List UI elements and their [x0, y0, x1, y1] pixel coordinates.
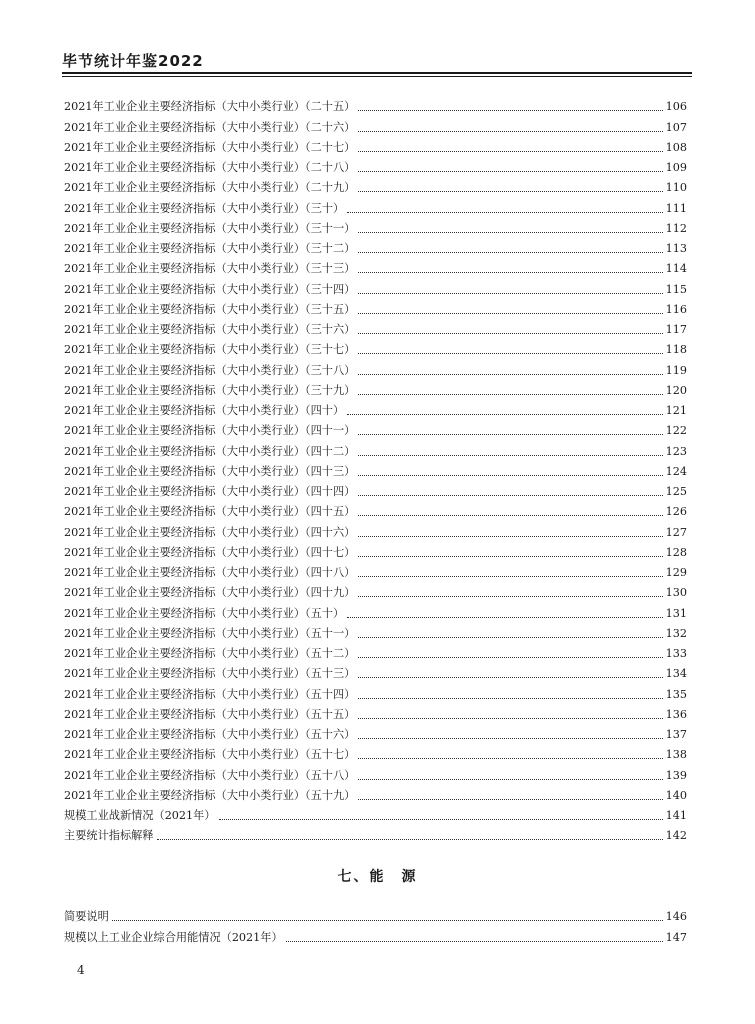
toc-entry-title: 2021年工业企业主要经济指标（大中小类行业）（五十九） [64, 788, 356, 802]
toc-dot-leader [358, 312, 662, 314]
toc-entry-title: 2021年工业企业主要经济指标（大中小类行业）（三十九） [64, 383, 356, 397]
toc-entry[interactable] [64, 317, 687, 337]
toc-dot-leader [358, 373, 662, 375]
toc-entry-page: 141 [665, 809, 687, 822]
toc-entry-title: 规模工业战新情况（2021年） [64, 809, 216, 822]
toc-dot-leader [358, 555, 662, 557]
toc-entry-page: 137 [665, 728, 687, 741]
toc-dot-leader [358, 778, 662, 780]
toc-entry-title: 2021年工业企业主要经济指标（大中小类行业）（五十七） [64, 748, 356, 762]
toc-entry-title: 2021年工业企业主要经济指标（大中小类行业）（四十八） [64, 566, 356, 579]
toc-dot-leader [347, 211, 662, 213]
toc-entry-page: 112 [665, 221, 687, 235]
toc-entry-title: 2021年工业企业主要经济指标（大中小类行业）（三十八） [64, 363, 356, 377]
toc-dot-leader [347, 413, 662, 415]
toc-dot-leader [358, 636, 662, 638]
toc-entry-title: 2021年工业企业主要经济指标（大中小类行业）（二十五） [64, 100, 356, 114]
toc-entry[interactable] [64, 560, 687, 580]
toc-dot-leader [358, 535, 662, 537]
toc-dot-leader [358, 292, 662, 294]
toc-entry[interactable] [64, 155, 687, 175]
toc-entry[interactable] [64, 459, 687, 479]
toc-entry[interactable] [64, 236, 687, 256]
toc-entry-title: 2021年工业企业主要经济指标（大中小类行业）（四十六） [64, 525, 356, 539]
toc-dot-leader [358, 757, 662, 759]
toc-dot-leader [358, 332, 662, 334]
toc-entry[interactable] [64, 803, 687, 823]
toc-entry-page: 129 [665, 566, 687, 579]
toc-entry-page: 116 [665, 302, 687, 316]
toc-entry-title: 规模以上工业企业综合用能情况（2021年） [64, 930, 283, 944]
toc-entry-title: 2021年工业企业主要经济指标（大中小类行业）（四十一） [64, 424, 356, 438]
toc-dot-leader [358, 676, 662, 678]
toc-list-energy [64, 904, 687, 945]
yearbook-title: 毕节统计年鉴2022 [62, 52, 204, 70]
toc-entry-page: 109 [665, 161, 687, 174]
toc-entry[interactable] [64, 600, 687, 620]
toc-entry-title: 2021年工业企业主要经济指标（大中小类行业）（四十五） [64, 505, 356, 519]
toc-entry-title: 2021年工业企业主要经济指标（大中小类行业）（五十） [64, 606, 345, 620]
toc-entry-page: 128 [665, 545, 687, 559]
toc-entry-title: 2021年工业企业主要经济指标（大中小类行业）（四十三） [64, 464, 356, 478]
toc-entry-title: 2021年工业企业主要经济指标（大中小类行业）（三十五） [64, 302, 356, 316]
toc-entry-page: 107 [665, 120, 687, 134]
toc-entry[interactable] [64, 216, 687, 236]
toc-dot-leader [358, 190, 662, 192]
toc-entry-page: 140 [665, 788, 687, 802]
toc-entry-title: 简要说明 [64, 910, 109, 924]
toc-dot-leader [358, 454, 662, 456]
toc-entry[interactable] [64, 924, 687, 944]
toc-entry-title: 2021年工业企业主要经济指标（大中小类行业）（二十八） [64, 161, 356, 174]
toc-entry-page: 147 [665, 930, 687, 944]
toc-entry[interactable] [64, 661, 687, 681]
toc-entry[interactable] [64, 702, 687, 722]
toc-entry[interactable] [64, 783, 687, 803]
toc-entry-title: 2021年工业企业主要经济指标（大中小类行业）（五十八） [64, 768, 356, 782]
toc-entry[interactable] [64, 540, 687, 560]
toc-entry-title: 2021年工业企业主要经济指标（大中小类行业）（五十五） [64, 707, 356, 721]
toc-entry-page: 130 [665, 586, 687, 600]
toc-dot-leader [358, 595, 662, 597]
toc-dot-leader [358, 575, 662, 577]
toc-dot-leader [358, 656, 662, 658]
toc-entry[interactable] [64, 135, 687, 155]
toc-dot-leader [358, 170, 662, 172]
toc-entry-page: 142 [665, 829, 687, 843]
toc-entry-page: 117 [665, 323, 687, 336]
toc-entry-title: 2021年工业企业主要经济指标（大中小类行业）（三十三） [64, 262, 356, 276]
running-header [62, 51, 692, 71]
toc-entry[interactable] [64, 722, 687, 742]
section-heading-energy: 七、能 源 [337, 869, 418, 885]
toc-entry-title: 2021年工业企业主要经济指标（大中小类行业）（二十七） [64, 140, 356, 154]
toc-entry-page: 113 [665, 242, 687, 255]
toc-entry[interactable] [64, 479, 687, 499]
toc-entry[interactable] [64, 438, 687, 458]
toc-dot-leader [358, 697, 662, 699]
toc-dot-leader [358, 474, 662, 476]
toc-entry[interactable] [64, 904, 687, 924]
toc-entry-page: 126 [665, 505, 687, 519]
toc-entry[interactable] [64, 398, 687, 418]
toc-entry[interactable] [64, 256, 687, 276]
toc-entry[interactable] [64, 276, 687, 296]
toc-entry-title: 2021年工业企业主要经济指标（大中小类行业）（三十一） [64, 221, 356, 235]
toc-dot-leader [358, 251, 662, 253]
toc-entry-title: 2021年工业企业主要经济指标（大中小类行业）（五十一） [64, 626, 356, 640]
toc-entry-page: 121 [665, 404, 687, 417]
toc-entry-page: 134 [665, 667, 687, 681]
toc-entry-page: 119 [665, 363, 687, 377]
toc-entry-page: 123 [665, 444, 687, 458]
toc-entry-page: 110 [665, 181, 687, 195]
toc-entry[interactable] [64, 175, 687, 195]
toc-entry[interactable] [64, 621, 687, 641]
toc-dot-leader [219, 818, 663, 820]
toc-entry[interactable] [64, 681, 687, 701]
toc-dot-leader [358, 150, 662, 152]
toc-dot-leader [358, 231, 662, 233]
toc-list-industry [64, 94, 687, 843]
toc-entry[interactable] [64, 762, 687, 782]
toc-entry[interactable] [64, 519, 687, 539]
toc-entry-page: 138 [665, 748, 687, 762]
toc-dot-leader [157, 838, 663, 840]
toc-entry-page: 131 [665, 606, 687, 620]
toc-entry-page: 120 [665, 383, 687, 397]
toc-entry-title: 2021年工业企业主要经济指标（大中小类行业）（五十六） [64, 728, 356, 741]
toc-entry-page: 124 [665, 464, 687, 478]
toc-dot-leader [358, 271, 662, 273]
toc-entry-page: 135 [665, 687, 687, 701]
toc-entry[interactable] [64, 499, 687, 519]
toc-dot-leader [358, 514, 662, 516]
toc-entry-title: 2021年工业企业主要经济指标（大中小类行业）（四十四） [64, 485, 356, 498]
toc-entry-page: 132 [665, 626, 687, 640]
toc-entry-title: 2021年工业企业主要经济指标（大中小类行业）（二十六） [64, 120, 356, 134]
toc-entry[interactable] [64, 378, 687, 398]
toc-entry-title: 2021年工业企业主要经济指标（大中小类行业）（四十九） [64, 586, 356, 600]
toc-dot-leader [358, 393, 662, 395]
toc-dot-leader [347, 616, 662, 618]
toc-entry-title: 2021年工业企业主要经济指标（大中小类行业）（四十二） [64, 444, 356, 458]
toc-dot-leader [358, 494, 662, 496]
toc-entry-page: 146 [665, 910, 687, 924]
toc-entry-page: 114 [665, 262, 687, 276]
toc-entry-page: 108 [665, 140, 687, 154]
toc-entry-title: 2021年工业企业主要经济指标（大中小类行业）（三十二） [64, 242, 356, 255]
toc-entry[interactable] [64, 114, 687, 134]
toc-entry-title: 主要统计指标解释 [64, 829, 154, 843]
toc-entry-page: 139 [665, 768, 687, 782]
toc-dot-leader [358, 717, 662, 719]
toc-entry[interactable] [64, 297, 687, 317]
toc-dot-leader [358, 737, 662, 739]
toc-entry-title: 2021年工业企业主要经济指标（大中小类行业）（四十） [64, 404, 345, 417]
toc-entry-page: 111 [665, 201, 687, 215]
toc-dot-leader [358, 130, 662, 132]
toc-entry[interactable] [64, 195, 687, 215]
toc-entry-page: 106 [665, 100, 687, 114]
toc-entry-title: 2021年工业企业主要经济指标（大中小类行业）（四十七） [64, 545, 356, 559]
toc-entry-title: 2021年工业企业主要经济指标（大中小类行业）（三十） [64, 201, 345, 215]
page-number: 4 [77, 963, 85, 977]
toc-entry[interactable] [64, 418, 687, 438]
toc-dot-leader [358, 109, 662, 111]
toc-entry-page: 122 [665, 424, 687, 438]
toc-dot-leader [358, 798, 662, 800]
header-rule-thin [62, 76, 692, 77]
toc-entry[interactable] [64, 742, 687, 762]
toc-entry-page: 127 [665, 525, 687, 539]
toc-entry-title: 2021年工业企业主要经济指标（大中小类行业）（三十六） [64, 323, 356, 336]
toc-entry-page: 133 [665, 647, 687, 660]
toc-entry-title: 2021年工业企业主要经济指标（大中小类行业）（五十四） [64, 687, 356, 701]
toc-entry[interactable] [64, 94, 687, 114]
toc-dot-leader [286, 940, 663, 942]
toc-entry-page: 125 [665, 485, 687, 498]
toc-entry-page: 115 [665, 282, 687, 296]
toc-dot-leader [112, 919, 663, 921]
toc-entry-title: 2021年工业企业主要经济指标（大中小类行业）（五十三） [64, 667, 356, 681]
toc-entry-title: 2021年工业企业主要经济指标（大中小类行业）（五十二） [64, 647, 356, 660]
toc-entry-title: 2021年工业企业主要经济指标（大中小类行业）（二十九） [64, 181, 356, 195]
toc-entry[interactable] [64, 357, 687, 377]
toc-entry-page: 118 [665, 343, 687, 357]
toc-entry-page: 136 [665, 707, 687, 721]
toc-entry[interactable] [64, 580, 687, 600]
toc-entry-title: 2021年工业企业主要经济指标（大中小类行业）（三十七） [64, 343, 356, 357]
toc-dot-leader [358, 433, 662, 435]
toc-dot-leader [358, 352, 662, 354]
toc-entry[interactable] [64, 823, 687, 843]
toc-entry[interactable] [64, 641, 687, 661]
toc-entry[interactable] [64, 337, 687, 357]
header-rule-thick [62, 72, 692, 74]
toc-entry-title: 2021年工业企业主要经济指标（大中小类行业）（三十四） [64, 282, 356, 296]
